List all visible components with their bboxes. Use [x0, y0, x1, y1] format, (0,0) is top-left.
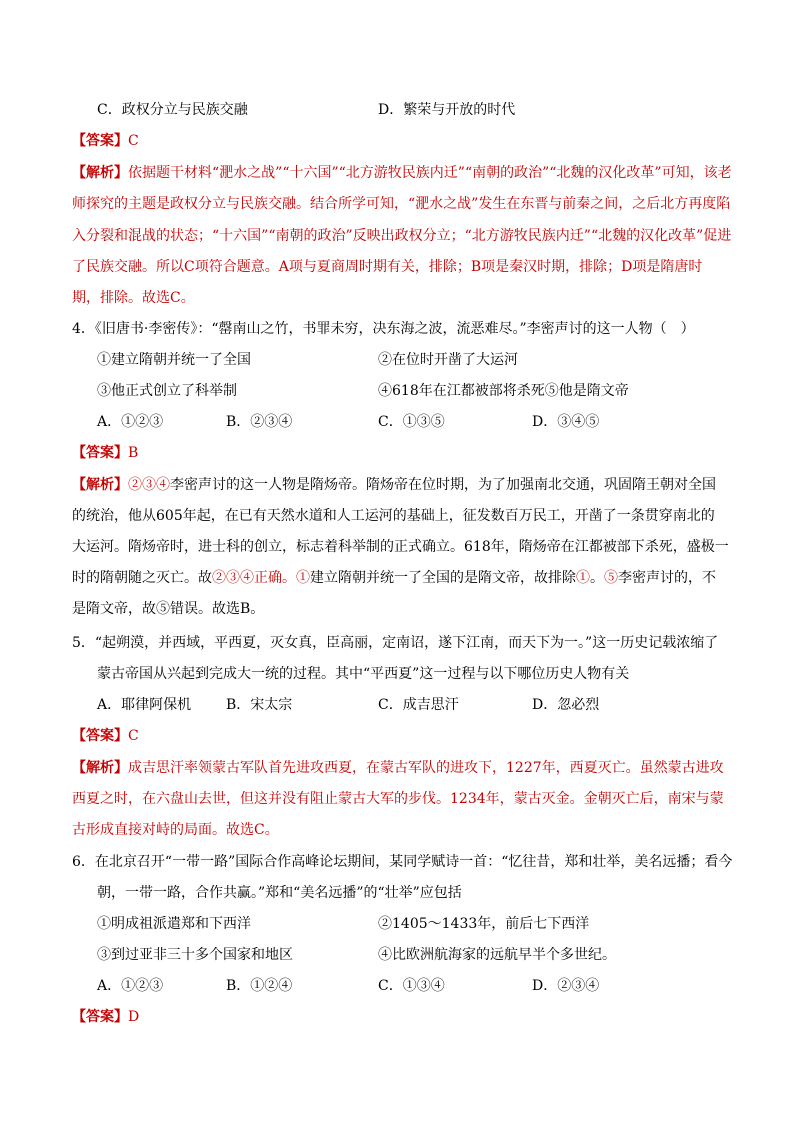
q3-analysis-line-3: 入分裂和混战的状态；“十六国”“南朝的政治”反映出政权分立；“北方游牧民族内迁”“北魏的汉化改革”促进 [72, 228, 732, 244]
q5-analysis-line-1: 【解析】成吉思汗率领蒙古军队首先进攻西夏，在蒙古军队的进攻下，1227年，西夏灭亡。虽然蒙古进攻 [72, 760, 724, 776]
q6-option-c: C．①③④ [378, 978, 445, 994]
q3-option-c: C．政权分立与民族交融 [97, 102, 248, 118]
q5-option-c: C．成吉思汗 [378, 697, 459, 713]
answer-tag: 【答案】 [72, 728, 128, 744]
q6-stem-line-1: 6．在北京召开“一带一路”国际合作高峰论坛期间，某同学赋诗一首：“忆往昔，郑和壮举，美名远播；看今 [72, 854, 733, 870]
q6-option-d: D．②③④ [532, 978, 600, 994]
q6-item-4: ④比欧洲航海家的远航早半个多世纪。 [378, 947, 616, 963]
q4-item-3: ③他正式创立了科举制 [97, 383, 237, 399]
q3-analysis-line-2: 师探究的主题是政权分立与民族交融。结合所学可知，“淝水之战”发生在东晋与前秦之间，之后北方再度陷 [72, 196, 731, 212]
answer-value: B [128, 445, 139, 461]
q4-analysis-line-3: 大运河。隋炀帝时，进士科的创立，标志着科举制的正式确立。618年，隋炀帝在江都被部下杀死，盛极一 [72, 539, 729, 555]
q5-stem-line-1: 5．“起朔漠，并西域，平西夏，灭女真，臣高丽，定南诏，遂下江南，而天下为一。”这一历史记载浓缩了 [72, 635, 719, 651]
q4-item-2: ②在位时开凿了大运河 [378, 352, 518, 368]
answer-value: C [128, 728, 139, 744]
q4-analysis-line-4: 时的隋朝随之灭亡。故②③④正确。①建立隋朝并统一了全国的是隋文帝，故排除①。⑤李密声讨的，不 [72, 570, 716, 586]
answer-value: C [128, 133, 139, 149]
q6-answer [72, 1007, 139, 1027]
q6-item-2: ②1405～1433年，前后七下西洋 [378, 916, 590, 932]
q5-analysis-line-2: 西夏之时，在六盘山去世，但这并没有阻止蒙古大军的步伐。1234年，蒙古灭金。金朝灭亡后，南宋与蒙 [72, 791, 724, 807]
q3-option-d: D．繁荣与开放的时代 [378, 102, 516, 118]
q3-analysis-line-1: 【解析】依据题干材料“淝水之战”“十六国”“北方游牧民族内迁”“南朝的政治”“北魏的汉化改革”可知，该老 [72, 165, 732, 181]
q6-item-1: ①明成祖派遣郑和下西洋 [97, 916, 251, 932]
q4-option-c: C．①③⑤ [378, 414, 445, 430]
q3-analysis-line-5: 期，排除。故选C。 [72, 290, 195, 306]
q3-analysis-line-4: 了民族交融。所以C项符合题意。A项与夏商周时期有关，排除；B项是秦汉时期，排除；D项是隋唐时 [72, 259, 703, 275]
q4-analysis-line-5: 是隋文帝，故⑤错误。故选B。 [72, 601, 265, 617]
analysis-tag: 【解析】 [72, 760, 128, 776]
q4-option-a: A．①②③ [97, 414, 164, 430]
q4-stem: 4．《旧唐书·李密传》：“罄南山之竹，书罪未穷，决东海之波，流恶难尽。”李密声讨的这一人物（ ） [72, 321, 695, 337]
answer-value: D [128, 1009, 140, 1025]
q4-option-b: B．②③④ [226, 414, 293, 430]
analysis-tag: 【解析】 [72, 165, 128, 181]
analysis-tag: 【解析】 [72, 477, 128, 493]
q4-analysis-line-2: 的统治，他从605年起，在已有天然水道和人工运河的基础上，征发数百万民工，开凿了一条贯穿南北的 [72, 508, 715, 524]
q6-option-a: A．①②③ [97, 978, 164, 994]
answer-tag: 【答案】 [72, 1009, 128, 1025]
answer-tag: 【答案】 [72, 133, 128, 149]
q6-option-b: B．①②④ [226, 978, 293, 994]
q6-item-3: ③到过亚非三十多个国家和地区 [97, 947, 293, 963]
q5-option-b: B．宋太宗 [226, 697, 293, 713]
q5-analysis-line-3: 古形成直接对峙的局面。故选C。 [72, 822, 279, 838]
q4-answer [72, 443, 138, 463]
q4-option-d: D．③④⑤ [532, 414, 600, 430]
q5-option-a: A．耶律阿保机 [97, 697, 192, 713]
q4-item-4-5: ④618年在江都被部将杀死⑤他是隋文帝 [378, 383, 629, 399]
answer-tag: 【答案】 [72, 445, 128, 461]
q5-option-d: D．忽必烈 [532, 697, 600, 713]
q5-answer [72, 726, 139, 746]
q6-stem-line-2: 朝，一带一路，合作共赢。”郑和“美名远播”的“壮举”应包括 [97, 885, 462, 901]
q3-answer [72, 131, 139, 151]
q5-stem-line-2: 蒙古帝国从兴起到完成大一统的过程。其中“平西夏”这一过程与以下哪位历史人物有关 [97, 666, 630, 682]
q4-item-1: ①建立隋朝并统一了全国 [97, 352, 251, 368]
q4-analysis-line-1: 【解析】②③④李密声讨的这一人物是隋炀帝。隋炀帝在位时期，为了加强南北交通，巩固隋王朝对全国 [72, 477, 716, 493]
